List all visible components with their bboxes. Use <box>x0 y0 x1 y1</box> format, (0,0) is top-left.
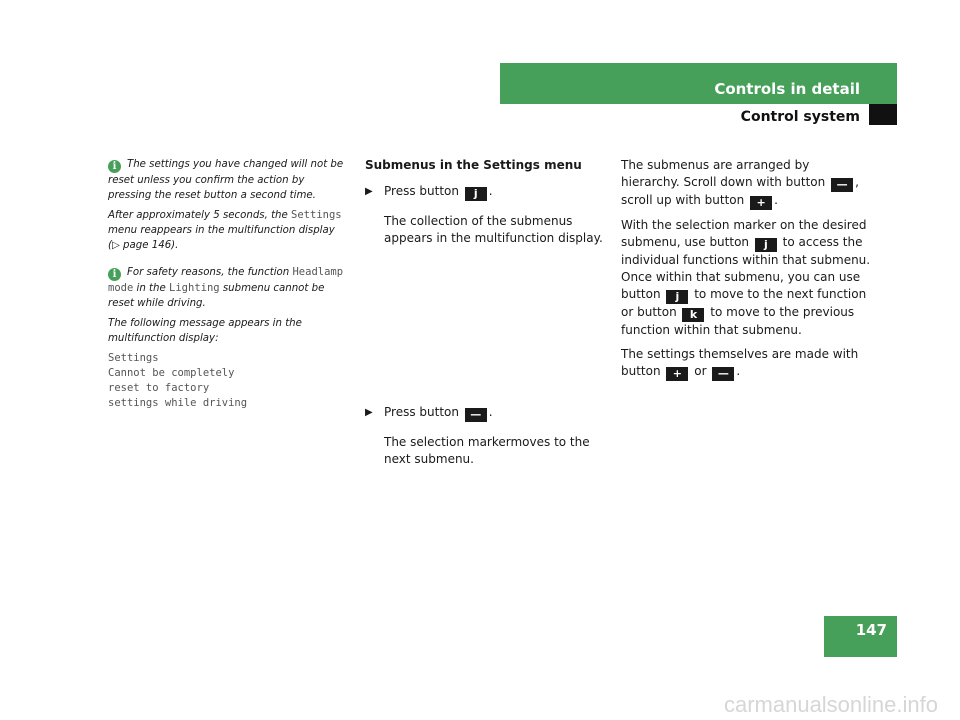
selection-paragraph: With the selection marker on the desired submenu, use button j to access the individual functions within that submenu. Once within that submenu, you can use button j to move to the next function or button k to move to the previous function within that submenu. <box>621 218 871 337</box>
minus-button-icon: — <box>712 367 734 381</box>
next-button-icon: j <box>755 238 777 252</box>
subsection-title: Control system <box>740 109 860 125</box>
minus-button-icon: — <box>465 408 487 422</box>
notes-column <box>108 157 350 423</box>
info-icon: i <box>108 268 121 281</box>
step-2-description: The selection markermoves to the next submenu. <box>384 435 590 466</box>
black-tab-marker <box>869 104 897 125</box>
note-safety-message-intro: The following message appears in the multifunction display: <box>108 318 302 344</box>
submenus-heading: Submenus in the Settings menu <box>365 158 582 172</box>
display-message: Settings Cannot be completely reset to factory settings while driving <box>108 352 248 409</box>
minus-button-icon: — <box>831 178 853 192</box>
note-reset-settings: After approximately 5 seconds, the Settings menu reappears in the multifunction display (▷ page 146). <box>108 209 342 251</box>
page-reference: (▷ page 146). <box>108 240 179 251</box>
note-safety <box>108 265 350 411</box>
hierarchy-column <box>621 157 871 388</box>
page-number-box <box>824 616 897 657</box>
info-icon: i <box>108 160 121 173</box>
note-reset-text: i The settings you have changed will not be reset unless you confirm the action by pressing the reset button a second time. <box>108 159 344 201</box>
arrow-icon: ▶ <box>365 407 373 418</box>
arrow-icon: ▶ <box>365 186 373 197</box>
note-reset <box>108 157 350 253</box>
watermark: carmanualsonline.info <box>723 692 938 717</box>
next-button-icon: j <box>666 290 688 304</box>
hierarchy-paragraph: The submenus are arranged by hierarchy. Scroll down with button — , scroll up with button + . <box>621 158 859 209</box>
page-number: 147 <box>855 621 887 639</box>
plus-button-icon: + <box>750 196 772 210</box>
note-safety-text: i For safety reasons, the function Headlamp mode in the Lighting submenu cannot be reset while driving. <box>108 266 344 309</box>
section-title: Controls in detail <box>714 80 860 98</box>
settings-paragraph: The settings themselves are made with button + or — . <box>621 347 859 380</box>
previous-button-icon: k <box>682 308 704 322</box>
submenus-column <box>365 157 610 468</box>
next-button-icon: j <box>465 187 487 201</box>
step-2-text: Press button — . <box>384 405 493 421</box>
step-1-text: Press button j . <box>384 184 493 200</box>
step-1-description: The collection of the submenus appears in the multifunction display. <box>384 214 603 245</box>
step-2 <box>365 404 610 422</box>
step-1 <box>365 183 610 201</box>
plus-button-icon: + <box>666 367 688 381</box>
